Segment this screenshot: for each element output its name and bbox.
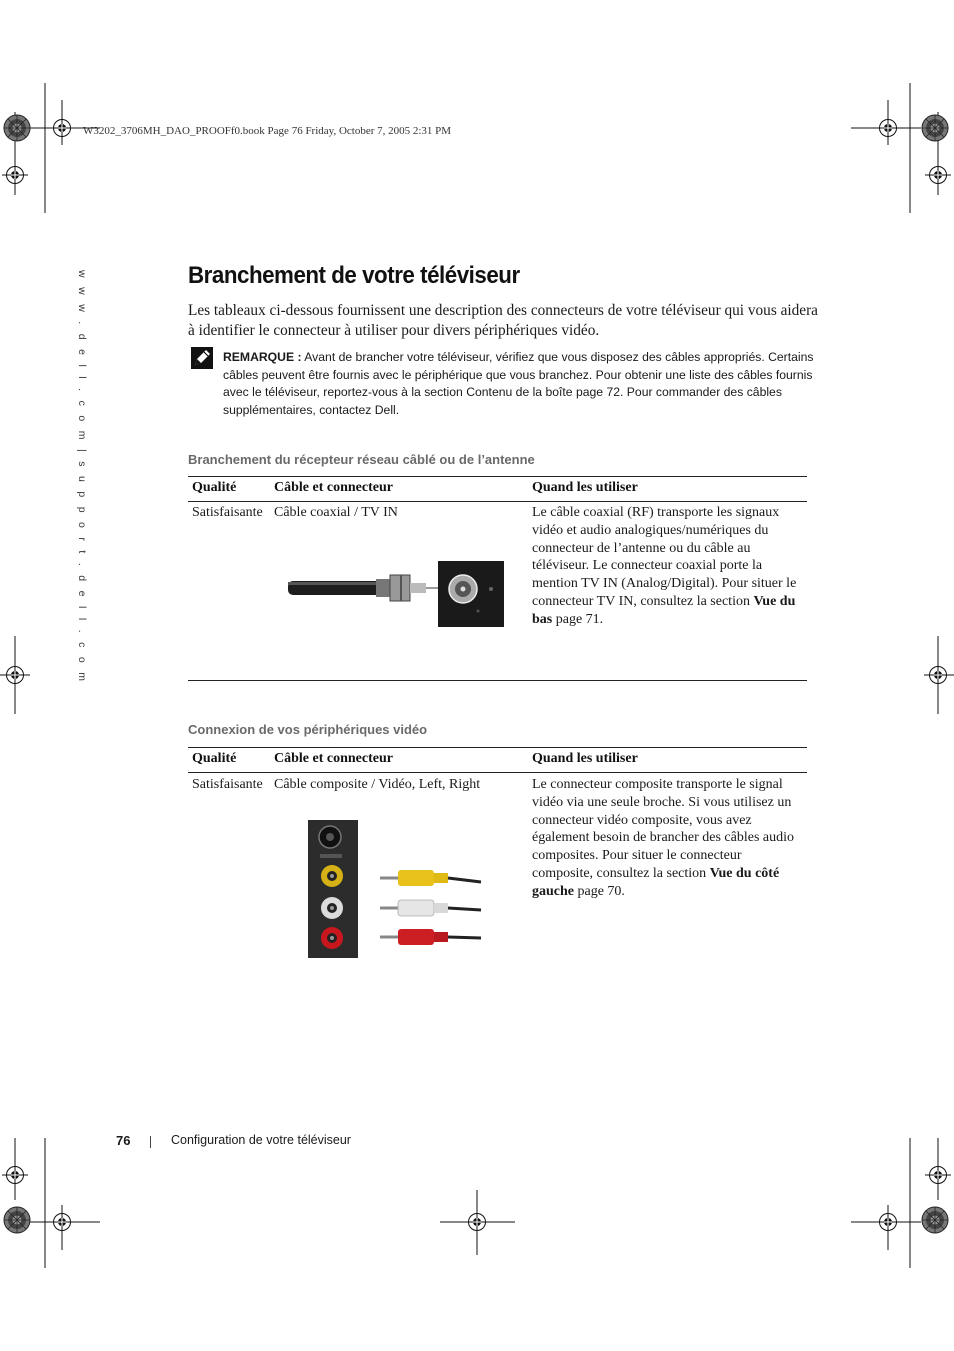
table2-quality: Satisfaisante: [192, 777, 263, 792]
table2-desc-end: page 70.: [574, 883, 625, 899]
table2-header-quality: Qualité: [192, 751, 237, 766]
table1-header-when: Quand les utiliser: [532, 480, 638, 495]
rca-yellow-plug: [380, 870, 481, 886]
table1-desc-link: Vue du bas: [532, 593, 796, 627]
table1-cable: Câble coaxial / TV IN: [274, 505, 398, 520]
page-title: Branchement de votre téléviseur: [188, 262, 520, 289]
table1-desc-end: page 71.: [552, 611, 604, 627]
table2-desc-link: Vue du côté gauche: [532, 865, 780, 899]
intro-paragraph: Les tableaux ci-dessous fournissent une description des connecteurs de votre téléviseur qui vous aidera à identifier le connecteur à utiliser pour divers périphériques vidéo.: [188, 302, 818, 339]
page-number: 76: [116, 1133, 131, 1148]
rca-white-plug: [380, 900, 481, 916]
side-url-text: w w w . d e l l . c o m | s u p p o r t . d e l l . c o m: [76, 270, 88, 685]
table2-description: [532, 776, 804, 901]
table2-header-when: Quand les utiliser: [532, 751, 638, 766]
table2-desc-text: Le connecteur composite transporte le signal vidéo via une seule broche. Si vous utilisez un connecteur vidéo composite, vous avez également besoin de brancher des câbles audio composites. Pour situer le connecteur composite, consultez la section: [532, 777, 795, 881]
table2-title: Connexion de vos périphériques vidéo: [188, 722, 428, 737]
rca-red-plug: [380, 929, 481, 945]
coaxial-cable-image: [288, 561, 506, 629]
table1-header-quality: Qualité: [192, 480, 237, 495]
footer-separator: [150, 1136, 151, 1148]
pencil-note-icon: [191, 347, 213, 369]
table1-title: Branchement du récepteur réseau câblé ou de l’antenne: [188, 452, 535, 467]
note-block: [223, 349, 825, 419]
table1: [188, 476, 807, 682]
table2-cable: Câble composite / Vidéo, Left, Right: [274, 777, 481, 792]
footer-chapter: Configuration de votre téléviseur: [171, 1133, 351, 1147]
composite-cable-image: [308, 820, 483, 960]
note-text: Avant de brancher votre téléviseur, vérifiez que vous disposez des câbles appropriés. Certains câbles peuvent être fournis avec le périphérique que vous branchez. Pour obtenir une liste des câbles fournis avec le téléviseur, reportez-vous à la section Contenu de la boîte page 72. Pour commander des câbles supplémentaires, contactez Dell.: [223, 350, 814, 417]
table2-header-cable: Câble et connecteur: [274, 751, 393, 766]
table1-header-cable: Câble et connecteur: [274, 480, 393, 495]
table1-description: [532, 504, 804, 629]
table2: [188, 747, 807, 967]
note-label: REMARQUE :: [223, 350, 302, 364]
side-url: [62, 270, 102, 685]
table1-desc-text: Le câble coaxial (RF) transporte les signaux vidéo et audio analogiques/numériques du connecteur de l’antenne ou du câble au téléviseur. Le connecteur coaxial porte la mention TV IN (Analog/Digital). Pour situer le connecteur TV IN, consultez la section: [532, 505, 797, 609]
table1-quality: Satisfaisante: [192, 505, 263, 520]
print-header-line: W3202_3706MH_DAO_PROOFf0.book Page 76 Friday, October 7, 2005 2:31 PM: [83, 125, 452, 137]
